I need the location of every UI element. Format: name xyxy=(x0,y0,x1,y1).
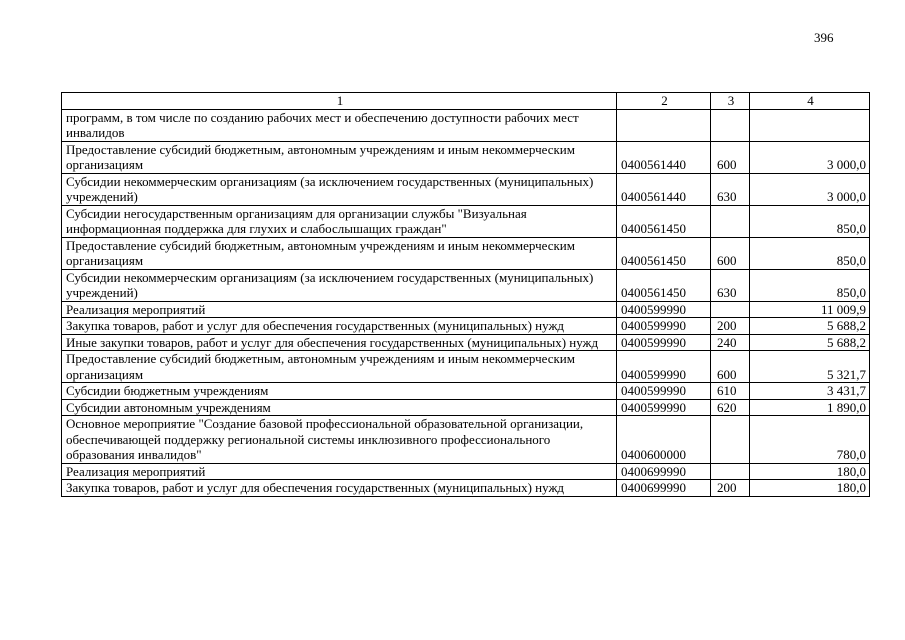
row-amount: 5 321,7 xyxy=(750,351,870,383)
row-amount: 180,0 xyxy=(750,463,870,480)
row-amount: 5 688,2 xyxy=(750,334,870,351)
row-code: 0400561440 xyxy=(617,141,711,173)
row-description: Закупка товаров, работ и услуг для обеспечения государственных (муниципальных) нужд xyxy=(62,318,617,335)
page-number: 396 xyxy=(814,30,834,45)
table-row xyxy=(62,269,870,301)
row-code: 0400561450 xyxy=(617,205,711,237)
row-expense-type: 630 xyxy=(711,269,750,301)
row-expense-type: 200 xyxy=(711,318,750,335)
column-header: 3 xyxy=(711,93,750,110)
row-amount: 3 000,0 xyxy=(750,141,870,173)
row-description: Субсидии некоммерческим организациям (за исключением государственных (муниципальных) учреждений) xyxy=(62,269,617,301)
table-row xyxy=(62,109,870,141)
row-expense-type xyxy=(711,463,750,480)
row-description: программ, в том числе по созданию рабочих мест и обеспечению доступности рабочих мест инвалидов xyxy=(62,109,617,141)
row-description: Закупка товаров, работ и услуг для обеспечения государственных (муниципальных) нужд xyxy=(62,480,617,497)
row-code: 0400599990 xyxy=(617,383,711,400)
row-code: 0400599990 xyxy=(617,351,711,383)
row-description: Субсидии бюджетным учреждениям xyxy=(62,383,617,400)
budget-table xyxy=(61,92,870,497)
row-code: 0400599990 xyxy=(617,334,711,351)
row-code: 0400600000 xyxy=(617,416,711,464)
row-description: Предоставление субсидий бюджетным, автономным учреждениям и иным некоммерческим организациям xyxy=(62,237,617,269)
row-expense-type xyxy=(711,301,750,318)
table-row xyxy=(62,416,870,464)
row-amount: 180,0 xyxy=(750,480,870,497)
row-amount: 3 000,0 xyxy=(750,173,870,205)
row-description: Субсидии некоммерческим организациям (за исключением государственных (муниципальных) учреждений) xyxy=(62,173,617,205)
row-description: Предоставление субсидий бюджетным, автономным учреждениям и иным некоммерческим организациям xyxy=(62,141,617,173)
table-row xyxy=(62,399,870,416)
row-amount: 780,0 xyxy=(750,416,870,464)
row-expense-type xyxy=(711,109,750,141)
row-description: Реализация мероприятий xyxy=(62,301,617,318)
row-code: 0400599990 xyxy=(617,301,711,318)
row-expense-type: 610 xyxy=(711,383,750,400)
row-expense-type: 600 xyxy=(711,141,750,173)
row-amount: 11 009,9 xyxy=(750,301,870,318)
table-row xyxy=(62,480,870,497)
row-description: Основное мероприятие "Создание базовой профессиональной образовательной организации, обеспечивающей поддержку региональной системы инклюзивного профессионального образования инвалидов" xyxy=(62,416,617,464)
table-row xyxy=(62,237,870,269)
row-code: 0400561450 xyxy=(617,237,711,269)
row-amount: 850,0 xyxy=(750,237,870,269)
table-row xyxy=(62,463,870,480)
row-expense-type: 200 xyxy=(711,480,750,497)
row-expense-type: 240 xyxy=(711,334,750,351)
row-code: 0400561440 xyxy=(617,173,711,205)
row-description: Субсидии негосударственным организациям для организации службы "Визуальная информационная поддержка для глухих и слабослышащих граждан" xyxy=(62,205,617,237)
row-expense-type: 620 xyxy=(711,399,750,416)
row-description: Субсидии автономным учреждениям xyxy=(62,399,617,416)
row-expense-type: 630 xyxy=(711,173,750,205)
table-row xyxy=(62,205,870,237)
row-amount: 3 431,7 xyxy=(750,383,870,400)
table-row xyxy=(62,318,870,335)
row-amount: 850,0 xyxy=(750,205,870,237)
table-row xyxy=(62,334,870,351)
column-header: 2 xyxy=(617,93,711,110)
table-row xyxy=(62,351,870,383)
row-code: 0400599990 xyxy=(617,318,711,335)
row-amount xyxy=(750,109,870,141)
column-header: 1 xyxy=(62,93,617,110)
row-code: 0400699990 xyxy=(617,463,711,480)
table-row xyxy=(62,141,870,173)
table-row xyxy=(62,383,870,400)
table-row xyxy=(62,173,870,205)
table-row xyxy=(62,301,870,318)
row-amount: 850,0 xyxy=(750,269,870,301)
table-header-row xyxy=(62,93,870,110)
row-code: 0400599990 xyxy=(617,399,711,416)
row-code: 0400699990 xyxy=(617,480,711,497)
row-amount: 1 890,0 xyxy=(750,399,870,416)
row-expense-type: 600 xyxy=(711,237,750,269)
column-header: 4 xyxy=(750,93,870,110)
row-code xyxy=(617,109,711,141)
row-description: Иные закупки товаров, работ и услуг для обеспечения государственных (муниципальных) нужд xyxy=(62,334,617,351)
row-description: Предоставление субсидий бюджетным, автономным учреждениям и иным некоммерческим организациям xyxy=(62,351,617,383)
row-code: 0400561450 xyxy=(617,269,711,301)
row-expense-type xyxy=(711,416,750,464)
row-amount: 5 688,2 xyxy=(750,318,870,335)
row-expense-type xyxy=(711,205,750,237)
row-expense-type: 600 xyxy=(711,351,750,383)
row-description: Реализация мероприятий xyxy=(62,463,617,480)
